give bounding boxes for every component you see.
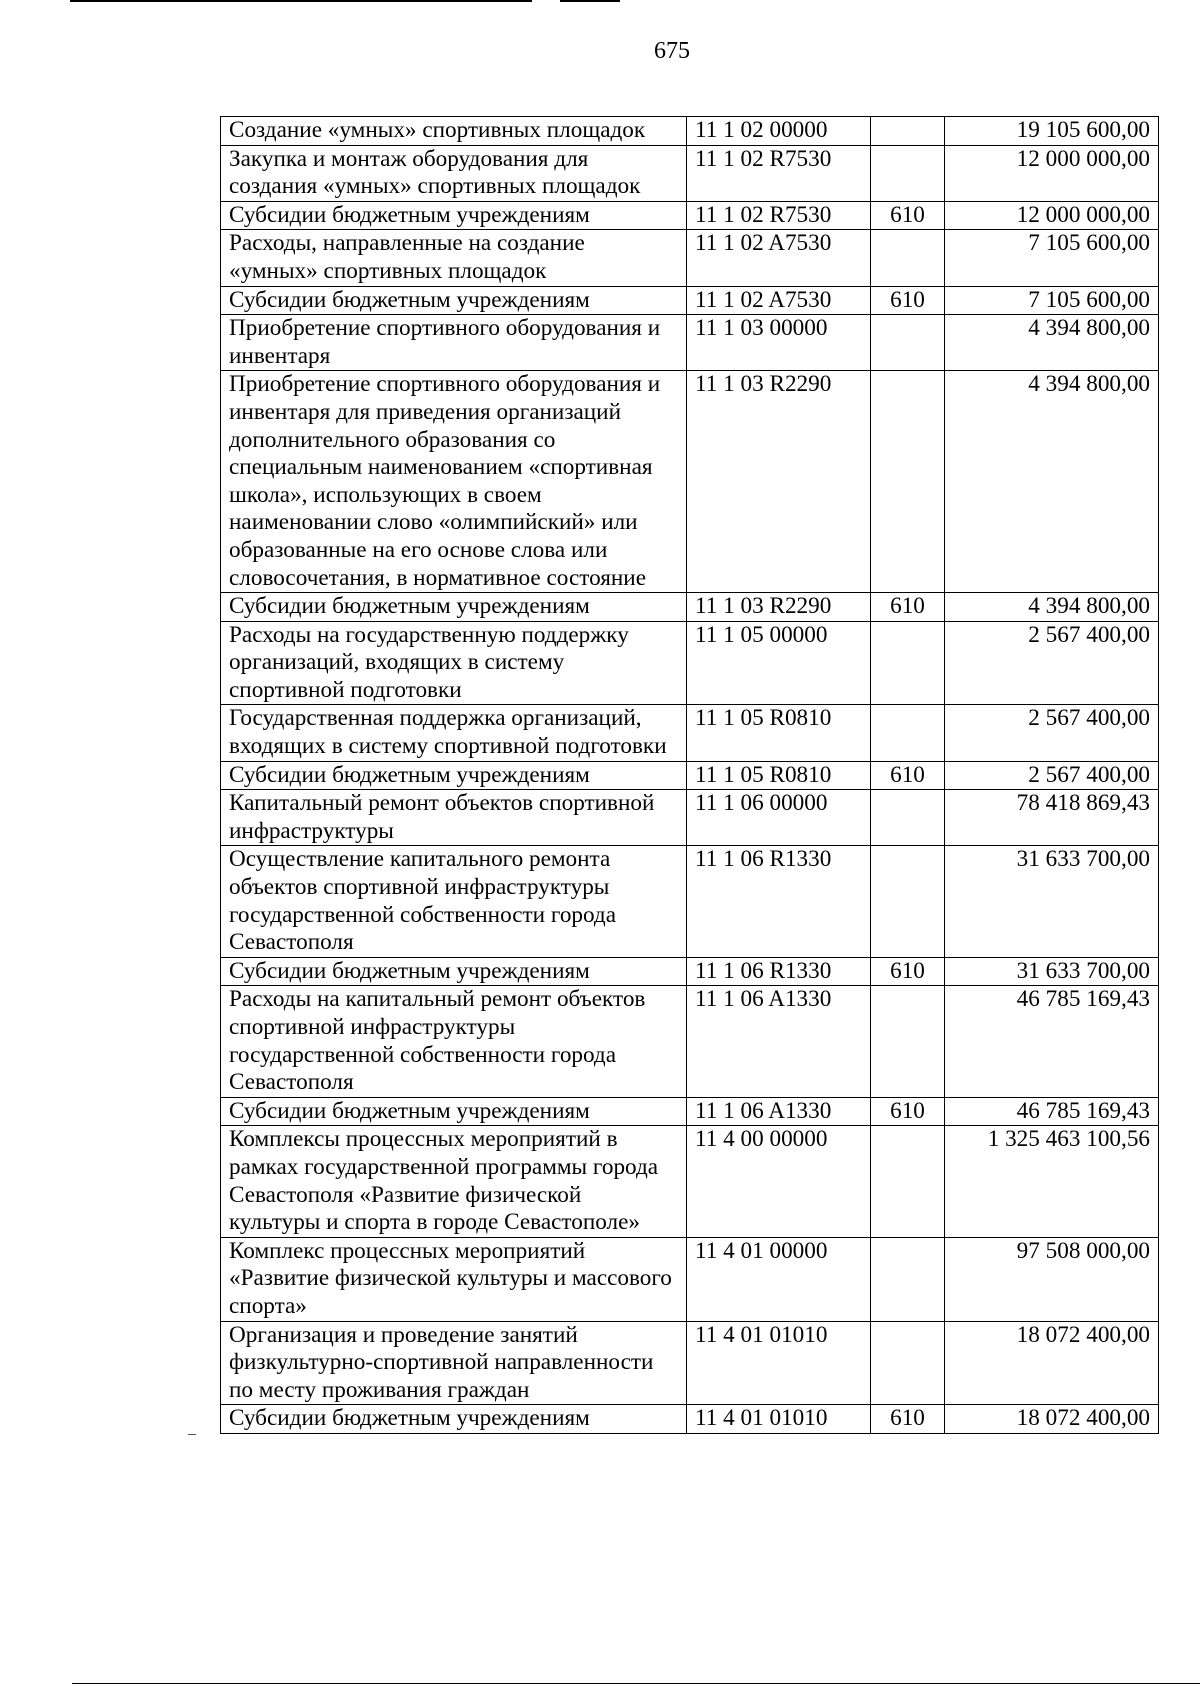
row-code: 11 1 06 R1330 <box>687 957 871 986</box>
row-amount: 78 418 869,43 <box>945 790 1159 846</box>
table-row <box>221 986 1159 1097</box>
row-name: Капитальный ремонт объектов спортивной инфраструктуры <box>221 790 687 846</box>
row-expense-type <box>871 1321 945 1405</box>
row-expense-type <box>871 230 945 286</box>
row-amount: 1 325 463 100,56 <box>945 1126 1159 1237</box>
row-code: 11 1 06 00000 <box>687 790 871 846</box>
row-name: Приобретение спортивного оборудования и инвентаря для приведения организаций дополнительного образования со специальным наименованием «спортивная школа», использующих в своем наименовании слово «олимпийский» или образованные на его основе слова или словосочетания, в нормативное состояние <box>221 371 687 593</box>
table-row <box>221 705 1159 761</box>
row-code: 11 4 01 00000 <box>687 1237 871 1321</box>
row-code: 11 4 01 01010 <box>687 1405 871 1434</box>
row-name: Субсидии бюджетным учреждениям <box>221 761 687 790</box>
row-name: Субсидии бюджетным учреждениям <box>221 1097 687 1126</box>
row-code: 11 1 05 R0810 <box>687 705 871 761</box>
table-row <box>221 621 1159 705</box>
table-row <box>221 315 1159 371</box>
page-number: 675 <box>654 38 690 64</box>
budget-table <box>220 116 1159 1434</box>
row-amount: 2 567 400,00 <box>945 621 1159 705</box>
table-body <box>221 117 1159 1434</box>
row-code: 11 1 06 A1330 <box>687 1097 871 1126</box>
row-code: 11 4 00 00000 <box>687 1126 871 1237</box>
table-row <box>221 117 1159 146</box>
row-code: 11 1 03 R2290 <box>687 371 871 593</box>
table-row <box>221 371 1159 593</box>
row-code: 11 1 06 A1330 <box>687 986 871 1097</box>
row-name: Государственная поддержка организаций, входящих в систему спортивной подготовки <box>221 705 687 761</box>
row-expense-type <box>871 315 945 371</box>
row-code: 11 4 01 01010 <box>687 1321 871 1405</box>
table-row <box>221 230 1159 286</box>
row-name: Комплексы процессных мероприятий в рамках государственной программы города Севастополя «Развитие физической культуры и спорта в городе Севастополе» <box>221 1126 687 1237</box>
row-code: 11 1 03 00000 <box>687 315 871 371</box>
row-expense-type <box>871 117 945 146</box>
table-row <box>221 790 1159 846</box>
table-row <box>221 1237 1159 1321</box>
row-amount: 12 000 000,00 <box>945 201 1159 230</box>
row-expense-type <box>871 621 945 705</box>
scan-edge-line <box>70 0 532 2</box>
row-amount: 31 633 700,00 <box>945 846 1159 957</box>
row-amount: 4 394 800,00 <box>945 371 1159 593</box>
row-name: Приобретение спортивного оборудования и инвентаря <box>221 315 687 371</box>
row-code: 11 1 02 A7530 <box>687 230 871 286</box>
row-name: Организация и проведение занятий физкультурно-спортивной направленности по месту проживания граждан <box>221 1321 687 1405</box>
row-expense-type: 610 <box>871 286 945 315</box>
table-row <box>221 846 1159 957</box>
row-expense-type: 610 <box>871 593 945 622</box>
table-row <box>221 1126 1159 1237</box>
row-expense-type <box>871 790 945 846</box>
row-name: Расходы на капитальный ремонт объектов спортивной инфраструктуры государственной собственности города Севастополя <box>221 986 687 1097</box>
table-row <box>221 1405 1159 1434</box>
row-code: 11 1 05 00000 <box>687 621 871 705</box>
row-amount: 19 105 600,00 <box>945 117 1159 146</box>
row-expense-type: 610 <box>871 201 945 230</box>
row-name: Субсидии бюджетным учреждениям <box>221 286 687 315</box>
row-amount: 46 785 169,43 <box>945 1097 1159 1126</box>
row-name: Комплекс процессных мероприятий «Развитие физической культуры и массового спорта» <box>221 1237 687 1321</box>
row-name: Субсидии бюджетным учреждениям <box>221 957 687 986</box>
row-amount: 4 394 800,00 <box>945 593 1159 622</box>
row-amount: 7 105 600,00 <box>945 230 1159 286</box>
row-expense-type <box>871 986 945 1097</box>
row-expense-type <box>871 1126 945 1237</box>
row-amount: 97 508 000,00 <box>945 1237 1159 1321</box>
row-expense-type <box>871 371 945 593</box>
row-name: Субсидии бюджетным учреждениям <box>221 201 687 230</box>
row-name: Расходы, направленные на создание «умных» спортивных площадок <box>221 230 687 286</box>
row-code: 11 1 02 00000 <box>687 117 871 146</box>
row-expense-type <box>871 705 945 761</box>
table-row <box>221 957 1159 986</box>
row-amount: 7 105 600,00 <box>945 286 1159 315</box>
row-amount: 31 633 700,00 <box>945 957 1159 986</box>
row-expense-type: 610 <box>871 1405 945 1434</box>
row-expense-type <box>871 846 945 957</box>
row-amount: 4 394 800,00 <box>945 315 1159 371</box>
row-name: Закупка и монтаж оборудования для создания «умных» спортивных площадок <box>221 145 687 201</box>
row-code: 11 1 02 R7530 <box>687 145 871 201</box>
row-name: Субсидии бюджетным учреждениям <box>221 593 687 622</box>
row-amount: 2 567 400,00 <box>945 761 1159 790</box>
row-name: Субсидии бюджетным учреждениям <box>221 1405 687 1434</box>
table-row <box>221 593 1159 622</box>
row-expense-type: 610 <box>871 1097 945 1126</box>
row-name: Осуществление капитального ремонта объектов спортивной инфраструктуры государственной собственности города Севастополя <box>221 846 687 957</box>
row-name: Создание «умных» спортивных площадок <box>221 117 687 146</box>
row-amount: 18 072 400,00 <box>945 1405 1159 1434</box>
table-row <box>221 201 1159 230</box>
table-row <box>221 1097 1159 1126</box>
table-row <box>221 145 1159 201</box>
table-row <box>221 761 1159 790</box>
row-amount: 18 072 400,00 <box>945 1321 1159 1405</box>
row-code: 11 1 03 R2290 <box>687 593 871 622</box>
row-expense-type <box>871 145 945 201</box>
scan-margin-mark <box>188 1434 196 1435</box>
row-amount: 2 567 400,00 <box>945 705 1159 761</box>
row-amount: 12 000 000,00 <box>945 145 1159 201</box>
scan-edge-mark <box>560 0 620 2</box>
row-code: 11 1 02 A7530 <box>687 286 871 315</box>
row-amount: 46 785 169,43 <box>945 986 1159 1097</box>
scan-edge-line-bottom <box>72 1683 1200 1684</box>
row-code: 11 1 06 R1330 <box>687 846 871 957</box>
table-row <box>221 286 1159 315</box>
row-code: 11 1 02 R7530 <box>687 201 871 230</box>
row-expense-type <box>871 1237 945 1321</box>
row-expense-type: 610 <box>871 761 945 790</box>
table-row <box>221 1321 1159 1405</box>
row-name: Расходы на государственную поддержку организаций, входящих в систему спортивной подготовки <box>221 621 687 705</box>
row-code: 11 1 05 R0810 <box>687 761 871 790</box>
row-expense-type: 610 <box>871 957 945 986</box>
